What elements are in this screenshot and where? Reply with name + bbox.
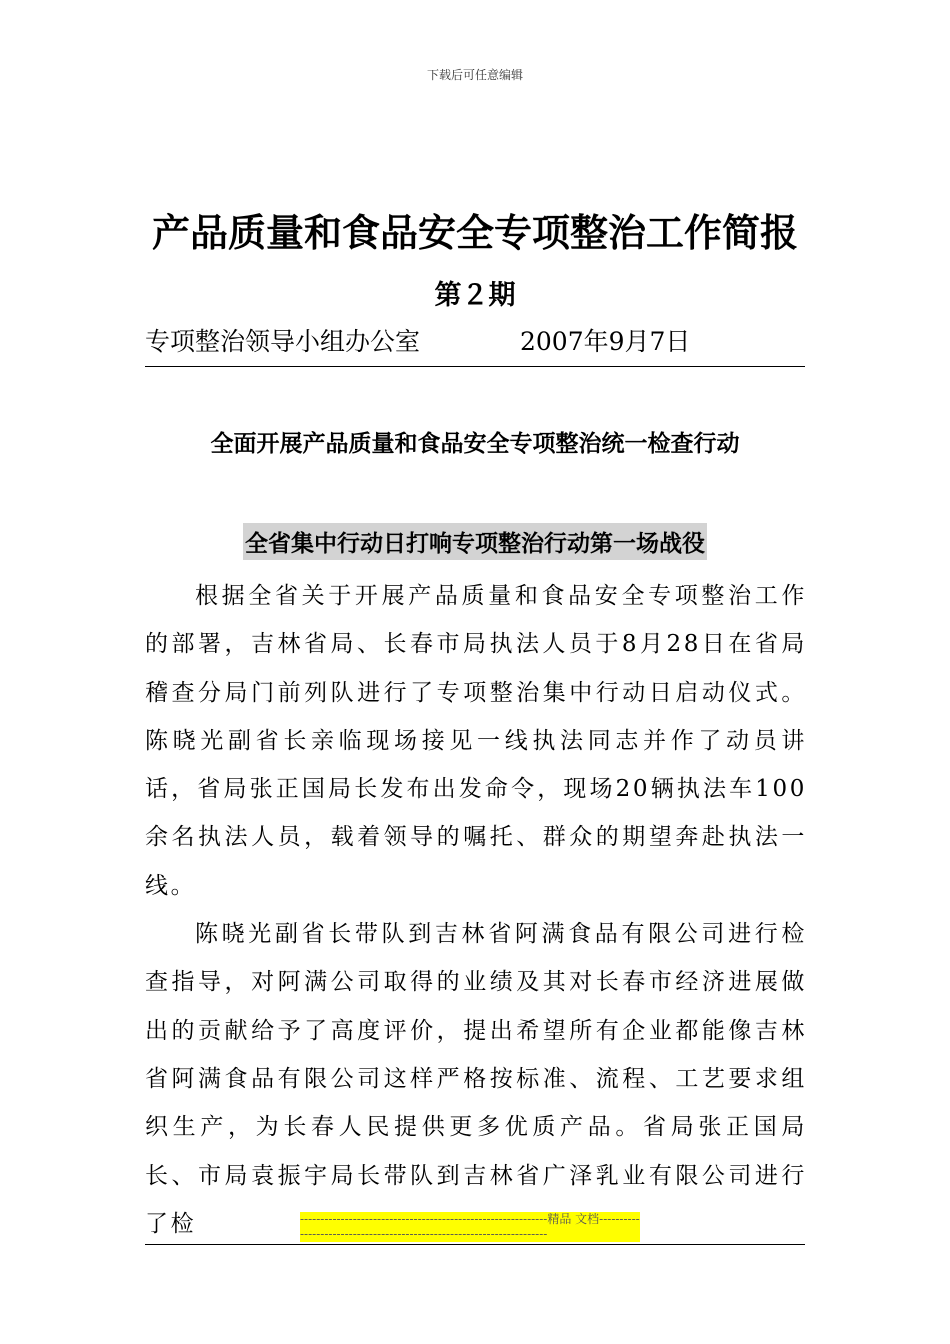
- paragraph-1: 根据全省关于开展产品质量和食品安全专项整治工作的部署，吉林省局、长春市局执法人员于8月28日在省局稽查分局门前列队进行了专项整治集中行动日启动仪式。陈晓光副省长亲临现场接见一线执法同志并作了动员讲话，省局张正国局长发布出发命令，现场20辆执法车100余名执法人员，载着领导的嘱托、群众的期望奔赴执法一线。: [145, 583, 807, 899]
- office-name: 专项整治领导小组办公室: [145, 327, 421, 356]
- article-subheadline: 全省集中行动日打响专项整治行动第一场战役: [243, 523, 707, 560]
- footer-watermark: -------------------------------------------------------------精品 文档-----------------------------------------------------------------------: [300, 1212, 640, 1241]
- page-title: 产品质量和食品安全专项整治工作简报: [151, 210, 798, 255]
- footer-divider: [145, 1244, 805, 1245]
- article-subheadline-wrap: [0, 523, 950, 560]
- issue-date: 2007年9月7日: [520, 327, 691, 356]
- meta-line: [145, 322, 805, 356]
- issue-number: 第２期: [434, 280, 516, 311]
- article-headline: 全面开展产品质量和食品安全专项整治统一检查行动: [210, 430, 740, 457]
- article-body: [145, 572, 807, 1248]
- header-divider: [145, 366, 805, 367]
- paragraph-2: 陈晓光副省长带队到吉林省阿满食品有限公司进行检查指导，对阿满公司取得的业绩及其对长春市经济进展做出的贡献给予了高度评价，提出希望所有企业都能像吉林省阿满食品有限公司这样严格按标准、流程、工艺要求组织生产，为长春人民提供更多优质产品。省局张正国局长、市局袁振宇局长带队到吉林省广泽乳业有限公司进行了检: [145, 921, 807, 1237]
- header-note: 下载后可任意编辑: [426, 68, 523, 82]
